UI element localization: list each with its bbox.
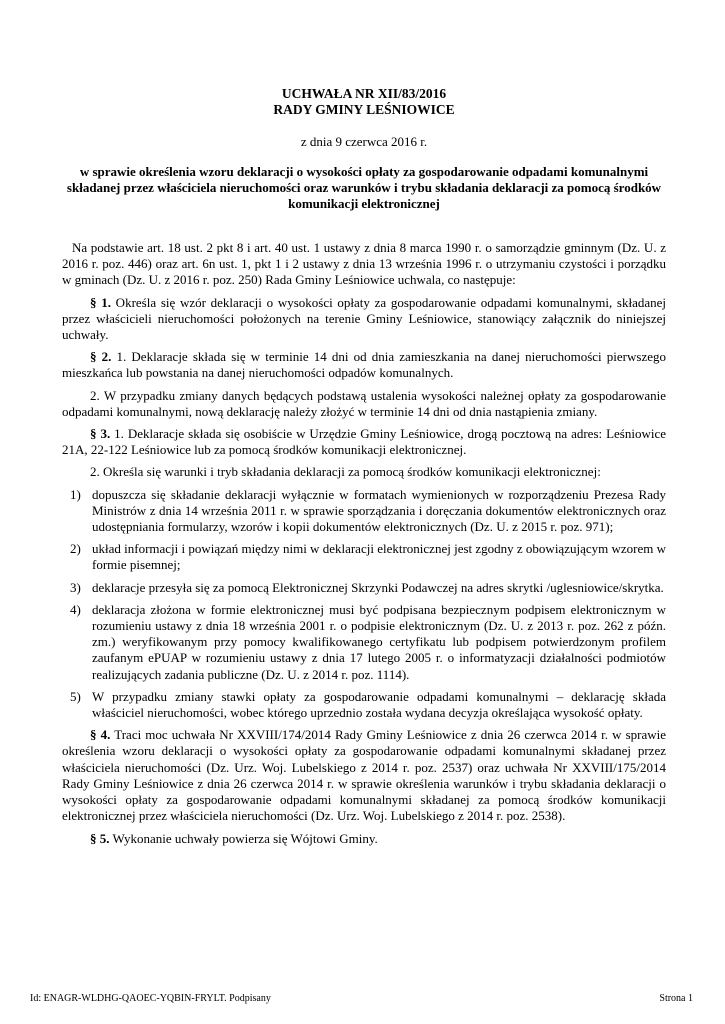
list-item-text: W przypadku zmiany stawki opłaty za gospodarowanie odpadami komunalnymi – deklarację składa właściciel nieruchomości, wobec którego uprzednio została wydana decyzja określająca wysokość opłaty. [92, 688, 666, 721]
list-item [70, 601, 666, 683]
legal-basis-paragraph: Na podstawie art. 18 ust. 2 pkt 8 i art. 40 ust. 1 ustawy z dnia 8 marca 1990 r. o samorządzie gminnym (Dz. U. z 2016 r. poz. 446) oraz art. 6n ust. 1, pkt 1 i 2 ustawy z dnia 13 września 1996 r. o utrzymaniu czystości i porządku w gminach (Dz. U. z 2016 r. poz. 250) Rada Gminy Leśniowice uchwala, co następuje: [62, 240, 666, 288]
section-3-paragraph-2: 2. Określa się warunki i tryb składania deklaracji za pomocą środków komunikacji elektronicznej: [90, 464, 601, 480]
list-item-number: 5) [70, 688, 81, 704]
section-3-text-1: 1. Deklaracje składa się osobiście w Urzędzie Gminy Leśniowice, drogą pocztową na adres: Leśniowice 21A, 22-122 Leśniowice lub za pomocą środków komunikacji elektronicznej. [62, 426, 667, 458]
list-item [70, 688, 666, 721]
section-2-paragraph-1 [62, 349, 666, 381]
list-item-number: 1) [70, 486, 81, 502]
document-id: Id: ENAGR-WLDHG-QAOEC-YQBIN-FRYLT. Podpisany [30, 993, 271, 1004]
title-line-2: RADY GMINY LEŚNIOWICE [273, 102, 455, 117]
list-item [70, 579, 666, 596]
document-page [62, 86, 666, 847]
page-number: Strona 1 [659, 993, 693, 1004]
section-2-text-1: 1. Deklaracje składa się w terminie 14 dni od dnia zamieszkania na danej nieruchomości pierwszego mieszkańca lub powstania na danej nieruchomości odpadów komunalnych. [62, 349, 667, 381]
section-1-text: Określa się wzór deklaracji o wysokości opłaty za gospodarowanie odpadami komunalnymi, składanej przez właścicieli nieruchomości położonych na terenie Gminy Leśniowice, stanowiący załącznik do niniejszej uchwały. [62, 294, 667, 343]
section-5-text: Wykonanie uchwały powierza się Wójtowi Gminy. [109, 830, 378, 846]
section-3-paragraph-1 [62, 426, 666, 458]
section-4 [62, 727, 666, 824]
list-item-number: 2) [70, 541, 81, 557]
resolution-date: z dnia 9 czerwca 2016 r. [300, 134, 428, 149]
resolution-title [62, 86, 666, 118]
list-item [70, 541, 666, 573]
section-1 [62, 295, 666, 344]
list-item-text: deklaracja złożona w formie elektronicznej musi być podpisana bezpiecznym podpisem elektronicznym w rozumieniu ustawy z dnia 18 września 2001 r. o podpisie elektronicznym (Dz. U. z 2013 r. poz. 262 z późn. zm.) weryfikowanym przy pomocy kwalifikowanego certyfikatu lub podpisem potwierdzonym profilem zaufanym ePUAP w rozumieniu ustawy z dnia 17 lutego 2005 r. o informatyzacji działalności podmiotów realizujących zadania publiczne (Dz. U. z 2014 r. poz. 1114). [92, 601, 666, 682]
section-5-label: § 5. [90, 830, 110, 846]
section-3-label: § 3. [90, 426, 111, 442]
section-5 [62, 831, 666, 847]
section-2-label: § 2. [90, 349, 112, 365]
resolution-subject: w sprawie określenia wzoru deklaracji o wysokości opłaty za gospodarowanie odpadami komunalnymi składanej przez właściciela nieruchomości oraz warunków i trybu składania deklaracji za pomocą środków komunikacji elektronicznej [66, 164, 662, 211]
list-item-number: 3) [70, 579, 81, 595]
list-item-text: dopuszcza się składanie deklaracji wyłącznie w formatach wymienionych w rozporządzeniu Prezesa Rady Ministrów z dnia 14 września 2011 r. w sprawie sporządzania i doręczania dokumentów elektronicznych oraz udostępniania formularzy, wzorów i kopii dokumentów elektronicznych (Dz. U. z 2015 r. poz. 971); [92, 486, 666, 535]
section-4-label: § 4. [90, 727, 111, 743]
list-item-number: 4) [70, 601, 81, 617]
list-item-text: deklaracje przesyła się za pomocą Elektronicznej Skrzynki Podawczej na adres skrytki /uglesniowice/skrytka. [92, 579, 664, 595]
section-2-paragraph-2: 2. W przypadku zmiany danych będących podstawą ustalenia wysokości należnej opłaty za gospodarowanie odpadami komunalnymi, nową deklarację należy złożyć w terminie 14 dni od dnia nastąpienia zmiany. [62, 387, 666, 419]
title-line-1: UCHWAŁA NR XII/83/2016 [281, 86, 447, 101]
section-1-label: § 1. [90, 294, 111, 310]
list-item-text: układ informacji i powiązań między nimi w deklaracji elektronicznej jest zgodny z obowiązującym wzorem w formie pisemnej; [92, 541, 666, 573]
submission-conditions-list [62, 487, 666, 722]
list-item [70, 486, 666, 536]
section-4-text: Traci moc uchwała Nr XXVIII/174/2014 Rady Gminy Leśniowice z dnia 26 czerwca 2014 r. w sprawie określenia wzoru deklaracji o wysokości opłaty za gospodarowanie odpadami komunalnymi składanej przez właściciela nieruchomości (Dz. Urz. Woj. Lubelskiego z 2014 r. poz. 2537) oraz uchwała Nr XXVIII/175/2014 Rady Gminy Leśniowice z dnia 26 czerwca 2014 r. w sprawie określenia warunków i trybu składania deklaracji o wysokości opłaty za gospodarowanie odpadami komunalnymi składanej za pomocą środków komunikacji elektronicznej przez właściciela nieruchomości (Dz. Urz. Woj. Lubelskiego z 2014 r. poz. 2538). [62, 727, 666, 824]
